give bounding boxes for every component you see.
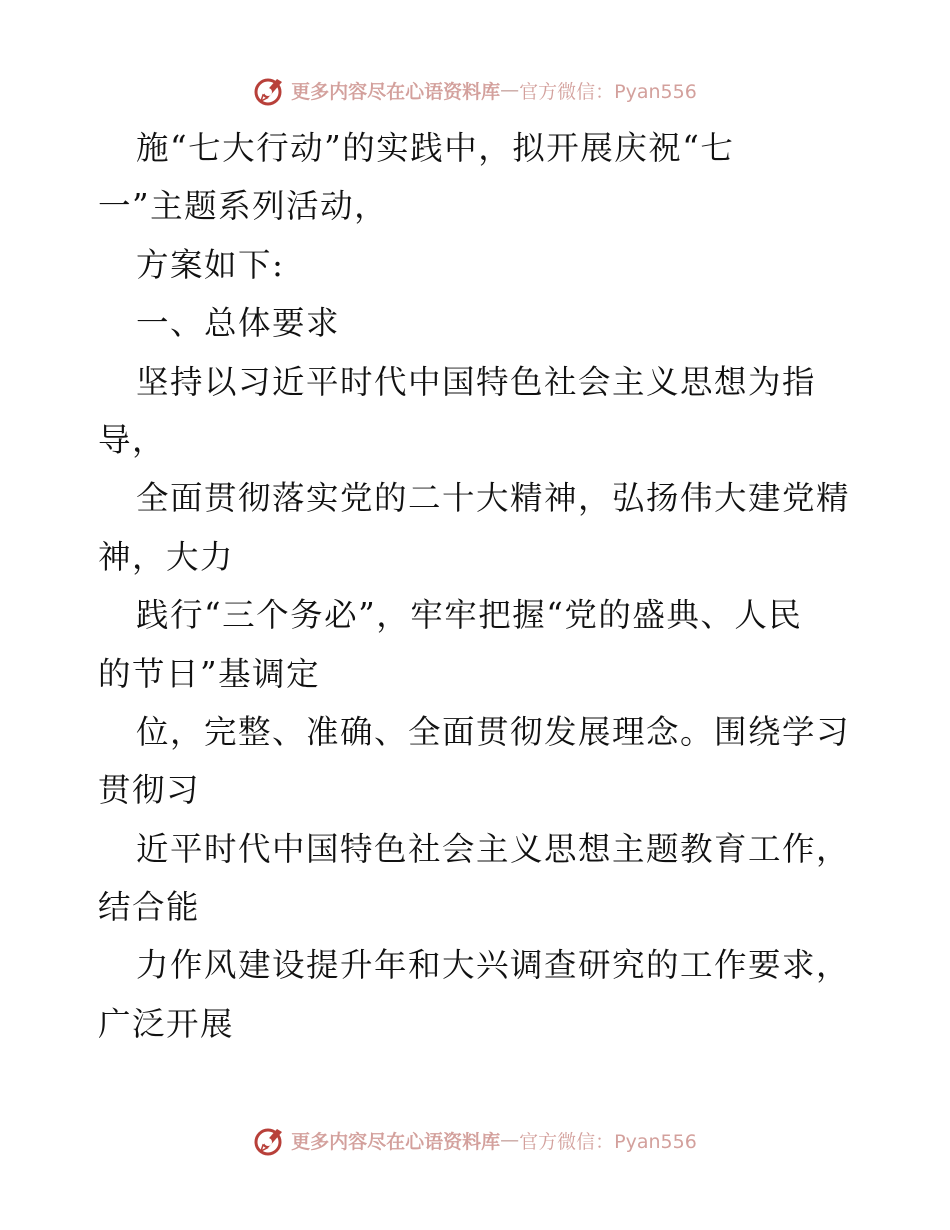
header-watermark xyxy=(0,70,950,110)
text-line: 坚持以习近平时代中国特色社会主义思想为指 xyxy=(136,362,817,401)
pen-logo-icon xyxy=(253,1123,287,1157)
text-line: 力作风建设提升年和大兴调查研究的工作要求， xyxy=(136,946,851,985)
section-heading: 一、总体要求 xyxy=(136,304,341,343)
text-line: 贯彻习 xyxy=(98,771,201,810)
banner-separator: — xyxy=(500,79,520,101)
text-line: 近平时代中国特色社会主义思想主题教育工作， xyxy=(136,829,851,868)
pen-logo-icon xyxy=(253,73,287,107)
text-line: 神，大力 xyxy=(98,537,235,576)
text-line: 全面贯彻落实党的二十大精神，弘扬伟大建党精 xyxy=(136,479,851,518)
footer-watermark xyxy=(0,1120,950,1160)
text-line: 方案如下: xyxy=(136,245,285,284)
text-line: 结合能 xyxy=(98,888,201,927)
document-body xyxy=(98,119,878,1053)
text-line: 一”主题系列活动， xyxy=(98,187,389,226)
text-line: 导， xyxy=(98,420,167,459)
wechat-text: 官方微信：Pyan556 xyxy=(519,80,697,103)
banner-separator: — xyxy=(500,1129,520,1151)
text-line: 位，完整、准确、全面贯彻发展理念。围绕学习 xyxy=(136,712,851,751)
text-line: 广泛开展 xyxy=(98,1004,235,1043)
brand-text: 更多内容尽在心语资料库 xyxy=(291,80,501,103)
wechat-text: 官方微信：Pyan556 xyxy=(519,1130,697,1153)
brand-text: 更多内容尽在心语资料库 xyxy=(291,1130,501,1153)
text-line: 践行“三个务必”，牢牢把握“党的盛典、人民 xyxy=(136,596,803,635)
text-line: 的节日”基调定 xyxy=(98,654,321,693)
text-line: 施“七大行动”的实践中，拟开展庆祝“七 xyxy=(136,129,735,167)
